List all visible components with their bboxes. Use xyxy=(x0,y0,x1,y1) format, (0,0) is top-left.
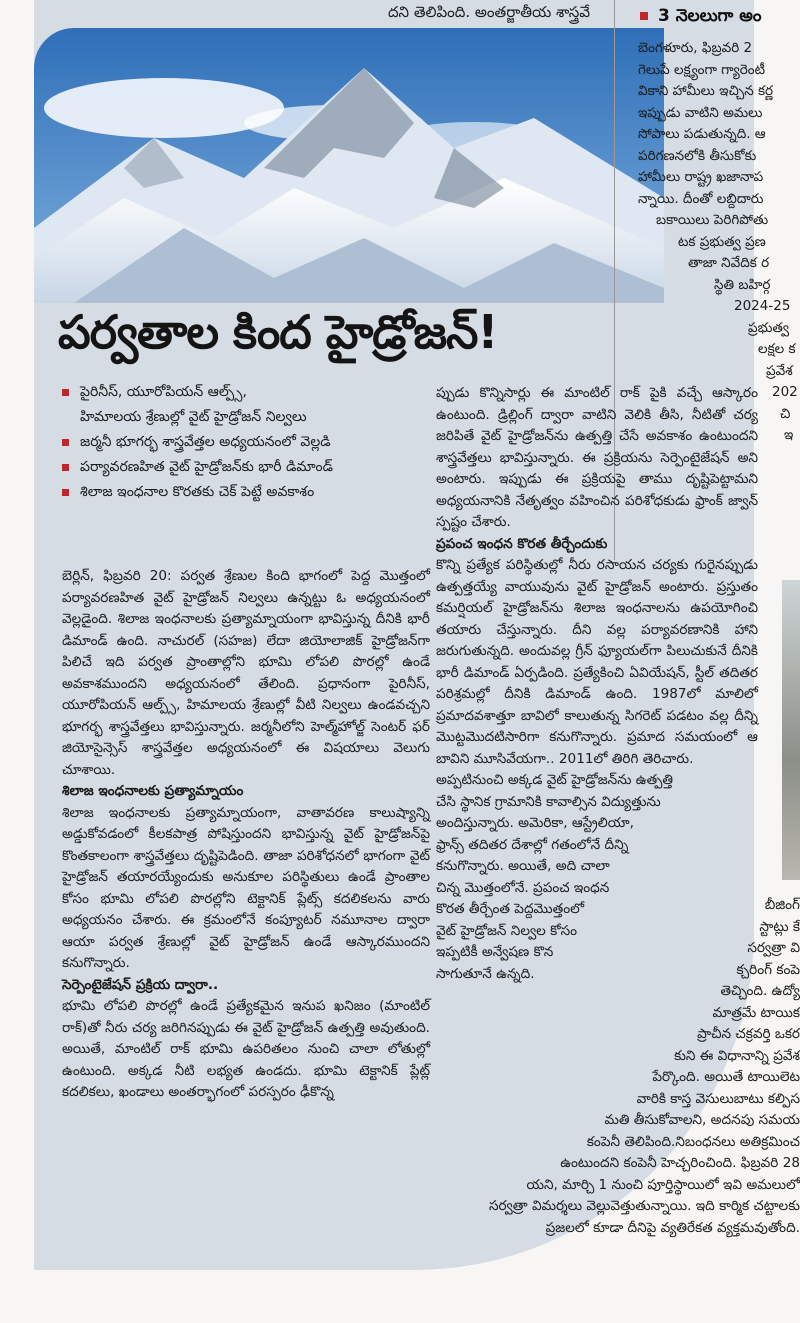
right-story-line: చి xyxy=(780,405,791,422)
tail-line: చిన్న మొత్తంలోనే. ప్రపంచ ఇంధన xyxy=(436,879,610,896)
tail-line: ఇప్పటికీ అన్వేషణ కొన xyxy=(436,944,554,960)
other-story-line: సర్వత్రా విమర్శలు వెల్లువెత్తుతున్నాయి. ఇది కార్మిక చట్టాలకు xyxy=(488,1198,800,1214)
right-story-line: ఇ xyxy=(784,427,794,443)
bullet-item xyxy=(62,480,432,505)
right-story-headline-text: 3 నెలలుగా అం xyxy=(658,6,762,26)
tail-line: అందిస్తున్నారు. అమెరికా, ఆస్ట్రేలియా, xyxy=(436,815,634,831)
tail-line: అప్పటినుంచి అక్కడ వైట్ హైడ్రోజన్‌ను ఉత్పత్తి xyxy=(436,772,674,788)
subheading: సెర్పెంటైజేషన్ ప్రక్రియ ద్వారా.. xyxy=(62,976,219,993)
article-headline: పర్వతాల కింద హైడ్రోజన్! xyxy=(58,305,498,359)
bullet-marker xyxy=(62,439,69,446)
other-story-line: వారికి కాస్త వెసులుబాటు కల్పిస xyxy=(636,1090,800,1107)
right-story-line: తాజా నివేదిక ర xyxy=(688,255,770,271)
tail-line: చేసి స్థానిక గ్రామానికి కావాల్సిన విద్యుత్తును xyxy=(436,793,661,810)
other-story-line: కుని ఈ విధానాన్ని ప్రవేశ xyxy=(674,1047,800,1064)
subheading: శిలాజ ఇంధనాలకు ప్రత్యామ్నాయం xyxy=(62,783,244,799)
tail-line: కొరత తీర్చేంత పెద్దమొత్తంలో xyxy=(436,901,585,917)
other-story-line: ప్రాచీన చక్రవర్తి ఒకర xyxy=(697,1026,800,1042)
mountain-photo xyxy=(34,28,664,303)
bullet-marker xyxy=(62,464,69,471)
right-story-line: ప్రభుత్వ xyxy=(748,319,790,336)
right-story-line: 2024-25 xyxy=(734,298,791,314)
right-story-line: బెంగళూరు, ఫిబ్రవరి 2 xyxy=(638,40,753,56)
paragraph: శిలాజ ఇంధనాలకు ప్రత్యామ్నాయంగా, వాతావరణ కాలుష్యాన్ని అడ్డుకోవడంలో కీలకపాత్ర పోషిస్తుందని భావిస్తున్న వైట్ హైడ్రోజన్‌పై కొంతకాలంగా శాస్త్రవేత్తలు దృష్టిపెడింది. తాజా పరిశోధనలో భాగంగా వైట్ హైడ్రోజన్ తయారయ్యేందుకు అనుకూల పరిస్థితులు ఉండే ప్రాంతాల కోసం భూమి లోపలి పొరల్లోని టెక్టానిక్ ప్లేట్స్ కదలికలను వారు అధ్యయనం చేశారు. ఈ క్రమంలోనే కంప్యూటర్ నమూనాల ద్వారా ఆయా పర్వత శ్రేణుల్లో వైట్ హైడ్రోజన్ ఉండే ఆస్కారముందని కనుగొన్నారు. xyxy=(62,804,430,971)
right-story-line: లక్షల క xyxy=(758,341,796,357)
paragraph: ప్పుడు కొన్నిసార్లు ఈ మాంటిల్ రాక్ పైకి వచ్చే ఆస్కారం ఉంటుంది. డ్రిల్లింగ్ ద్వారా వాటిని వెలికి తీసి, నీటితో చర్య జరిపితే వైట్ హైడ్రోజన్‌ను ఉత్పత్తి చేసే అవకాశం ఉంటుందని శాస్త్రవేత్తలు భావిస్తున్నారు. ఈ ప్రక్రియను సెర్పెంటైజేషన్ అని అంటారు. ఇప్పుడు ఈ ప్రక్రియపై తాము దృష్టిపెట్టామని అధ్యయనానికి నేతృత్వం వహించిన పరిశోధకుడు ఫ్రాంక్ జ్వాన్ స్పష్టం చేశారు. xyxy=(436,385,758,530)
right-story-line: ఇప్పుడు వాటిని అమలు xyxy=(638,104,763,121)
bullet-text: శిలాజ ఇంధనాల కొరతకు చెక్ పెట్టే అవకాశం xyxy=(80,484,315,500)
right-story-line: ప్రవేశ xyxy=(766,362,793,379)
bullet-marker xyxy=(640,12,648,20)
right-story-line: హామీలు రాష్ట్ర ఖజానాప xyxy=(638,169,764,185)
right-story-line: బకాయిలు పెరిగిపోతు xyxy=(656,212,769,228)
other-story-line: క్చరింగ్ కంపె xyxy=(736,961,800,978)
other-story-line: కంపెనీ తెలిపింది.నిబంధనలు అతిక్రమించ xyxy=(586,1133,800,1150)
right-story-line: టక ప్రభుత్వ ప్రణ xyxy=(678,233,766,250)
right-story-line: స్థితి బహిర్గ xyxy=(714,276,771,293)
bullet-text: పర్యావరణహిత వైట్ హైడ్రోజన్‌కు భారీ డిమాండ్ xyxy=(80,459,333,475)
article-body-left xyxy=(62,566,430,1104)
bullet-item xyxy=(62,430,432,455)
right-story-line: న్నాయి. దీంతో లబ్దిదారు xyxy=(638,190,764,207)
other-story-line: మతి తీసుకోవాలని, అదనపు సమయ xyxy=(604,1112,800,1128)
paragraph: భూమి లోపలి పొరల్లో ఉండే ప్రత్యేకమైన ఇనుప ఖనిజం (మాంటిల్ రాక్)తో నీరు చర్య జరిగినప్పుడు ఈ వైట్ హైడ్రోజన్ ఉత్పత్తి అవుతుంది. అయితే, మాంటిల్ రాక్ భూమి ఉపరితలం నుంచి చాలా లోతుల్లో ఉంటుంది. అక్కడ నీటి లభ్యత ఉండదు. భూమి టెక్టానిక్ ప్లేట్ల్ కదలికలు, ఖండాలు అంతర్భాగంలో పరస్పరం ఢీకొన్న xyxy=(62,998,430,1100)
subheading: ప్రపంచ ఇంధన కొరత తీర్చేందుకు xyxy=(436,535,608,552)
other-story-body xyxy=(380,895,800,1239)
right-story-line: సోపాలు పడుతున్నది. ఆ xyxy=(638,126,766,142)
bullet-marker xyxy=(62,389,69,396)
paragraph: బెర్లిన్, ఫిబ్రవరి 20: పర్వత శ్రేణుల కింది భాగంలో పెద్ద మొత్తంలో పర్యావరణహిత వైట్ హైడ్రోజన్ నిల్వలు ఉన్నట్టు ఓ అధ్యయనంలో వెల్లడైంది. శిలాజ ఇంధనాలకు ప్రత్యామ్నాయంగా భావిస్తున్న దీనికి భారీ డిమాండ్ ఉంది. నాచురల్ (సహజ) లేదా జియోలాజిక్ హైడ్రోజన్‌గా పిలిచే ఇది పర్వత ప్రాంతాల్లోని భూమి లోపలి పొరల్లో ఉండే అవకాశముందని అధ్యయనంలో తేలింది. ప్రధానంగా పైరినీస్, యూరోపియన్ ఆల్ప్స్, హిమాలయ శ్రేణుల్లో వీటి నిల్వలు ఉండవచ్చని భూగర్భ శాస్త్రవేత్తలు భావిస్తున్నారు. జర్మనీలోని హెల్మ్‌హోల్జ్ సెంటర్ ఫర్ జియోసైన్సెస్ శాస్త్రవేత్తల అధ్యయనంలో ఈ విషయాలు వెలుగు చూశాయి. xyxy=(62,568,430,778)
right-story-line: గెలుపే లక్ష్యంగా గ్యారెంటీ xyxy=(638,61,766,78)
right-story-headline xyxy=(640,6,761,30)
other-story-line: పేర్కొంది. అయితే టాయిలెట xyxy=(652,1069,800,1085)
bullet-text: జర్మనీ భూగర్భ శాస్త్రవేత్తల అధ్యయనంలో వెల్లడి xyxy=(80,434,331,450)
other-story-line: బీజింగ్ xyxy=(764,897,800,913)
other-story-line: తెచ్చింది. ఉద్యో xyxy=(720,983,800,999)
tail-line: కనుగొన్నారు. అయితే, అది చాలా xyxy=(436,858,610,874)
other-story-line: ఉంటుందని కంపెనీ హెచ్చరించింది. ఫిబ్రవరి 28 xyxy=(560,1155,800,1171)
bullet-item xyxy=(62,455,432,480)
other-story-line: స్టాట్లు కే xyxy=(759,918,800,935)
highlight-bullets xyxy=(62,380,432,505)
right-story-line: వికాని హామీలు ఇచ్చిన కర్ణ xyxy=(638,83,774,99)
bullet-item xyxy=(62,380,432,405)
fragment-line: దని తెలిపింది. అంతర్జాతీయ శాస్త్రవే xyxy=(387,3,590,21)
right-story-line: పరిగణనలోకి తీసుకోకు xyxy=(638,147,757,164)
right-story-line: 202 xyxy=(772,384,798,400)
bullet-item-continuation: హిమాలయ శ్రేణుల్లో వైట్ హైడ్రోజన్ నిల్వలు xyxy=(80,409,307,425)
other-story-line: ప్రజలలో కూడా దీనిపై వ్యతిరేకత వ్యక్తమవుతోంది. xyxy=(545,1219,800,1236)
tail-line: ఫ్రాన్స్ తదితర దేశాల్లో గతంలోనే దీన్ని xyxy=(436,836,629,853)
tail-line: సాగుతూనే ఉన్నది. xyxy=(436,965,535,982)
right-story-photo xyxy=(782,580,800,880)
other-story-line: సర్వత్రా వి xyxy=(747,940,800,956)
tail-line: వైట్ హైడ్రోజన్ నిల్వల కోసం xyxy=(436,922,578,939)
other-story-line: యని, మార్చి 1 నుంచి పూర్తిస్థాయిలో ఇవి అమలులో xyxy=(526,1176,800,1193)
bullet-text: పైరినీస్, యూరోపియన్ ఆల్ప్స్, xyxy=(80,384,247,400)
other-story-line: మాత్రమే టాయిక xyxy=(712,1004,800,1021)
bullet-marker xyxy=(62,489,69,496)
paragraph: కొన్ని ప్రత్యేక పరిస్థితుల్లో నీరు రసాయన చర్యకు గురైనప్పుడు ఉత్పత్తయ్యే వాయువును వైట్ హైడ్రోజన్ అంటారు. ప్రస్తుతం కమర్షియల్ హైడ్రోజన్‌ను శిలాజ ఇంధనాలను ఉపయోగించి తయారు చేస్తున్నారు. దీని వల్ల పర్యావరణానికి హాని జరుగుతున్నది. అందువల్ల గ్రీన్ ఫ్యూయల్‌గా పిలుచుకునే దీనికి భారీ డిమాండ్ ఏర్పడింది. ప్రత్యేకించి ఏవియేషన్, స్టీల్ తదితర పరిశ్రమల్లో దీనికి డిమాండ్ ఉంది. 1987లో మాలిలో ప్రమాదవశాత్తూ బావిలో కాలుతున్న సిగరెట్ పడటం వల్ల దీన్ని మొట్టమొదటిసారిగా కనుగొన్నారు. ప్రమాద సమయంలో ఆ బావిని మూసివేయగా.. 2011లో తిరిగి తెరిచారు. xyxy=(436,557,758,767)
